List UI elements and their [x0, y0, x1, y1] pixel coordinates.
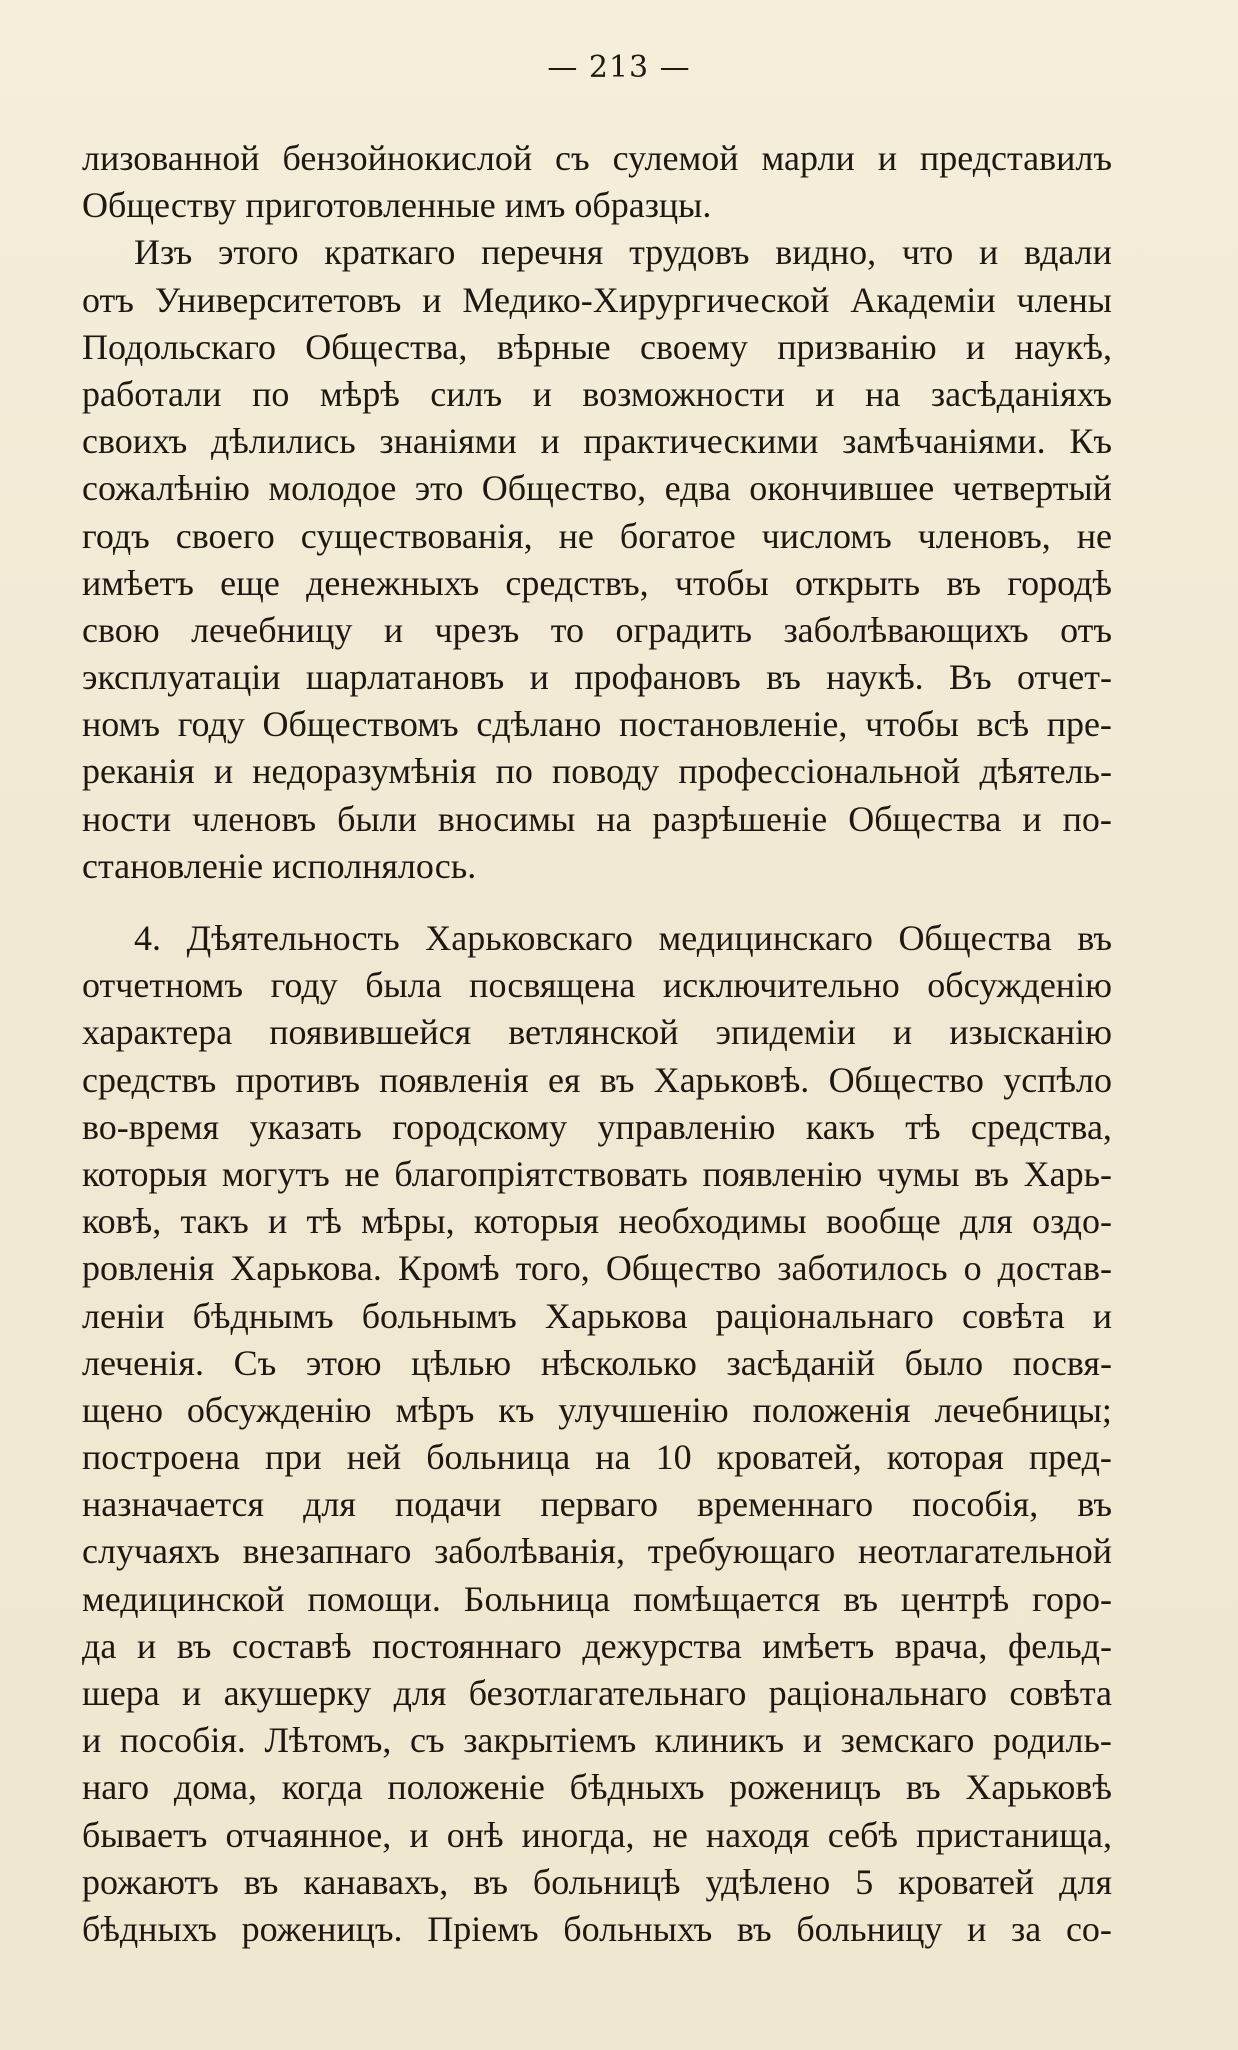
text-block-bottom: [82, 915, 1112, 1953]
text-block-top: [82, 135, 1112, 890]
paragraph-2: [82, 229, 1112, 890]
text-line: средствъ противъ появленія ея въ Харьковѣ. Общество успѣло: [82, 1059, 1112, 1100]
text-line: бѣдныхъ роженицъ. Пріемъ больныхъ въ больницу и за со-: [82, 1908, 1112, 1949]
text-line: и пособія. Лѣтомъ, съ закрытіемъ клиникъ и земскаго родиль-: [82, 1720, 1112, 1761]
paragraph-1: [82, 135, 1112, 229]
text-line: работали по мѣрѣ силъ и возможности и на засѣданіяхъ: [82, 373, 1112, 414]
text-line: номъ году Обществомъ сдѣлано постановленіе, чтобы всѣ пре-: [82, 704, 1112, 745]
text-line: лизованной бензойнокислой съ сулемой марли и представилъ: [82, 138, 1112, 178]
text-line: шера и акушерку для безотлагательнаго раціональнаго совѣта: [82, 1673, 1112, 1713]
text-line: отчетномъ году была посвящена исключительно обсужденію: [82, 965, 1112, 1006]
text-line: своихъ дѣлились знаніями и практическими замѣчаніями. Къ: [82, 421, 1112, 462]
text-line: характера появившейся ветлянской эпидеміи и изысканію: [82, 1012, 1112, 1053]
text-line: наго дома, когда положеніе бѣдныхъ роженицъ въ Харьковѣ: [82, 1767, 1112, 1808]
text-line: ности членовъ были вносимы на разрѣшеніе Общества и по-: [82, 798, 1112, 839]
text-line: леніи бѣднымъ больнымъ Харькова раціональнаго совѣта и: [82, 1295, 1112, 1336]
page-number: — 213 —: [547, 50, 691, 85]
text-line: отъ Университетовъ и Медико-Хирургической Академіи члены: [82, 279, 1112, 320]
text-line: становленіе исполнялось.: [82, 845, 477, 886]
text-line: построена при ней больница на 10 кроватей, которая пред-: [82, 1437, 1112, 1478]
text-line: сожалѣнію молодое это Общество, едва окончившее четвертый: [82, 468, 1112, 509]
text-line: медицинской помощи. Больница помѣщается въ центрѣ горо-: [82, 1578, 1112, 1619]
text-line: 4. Дѣятельность Харьковскаго медицинскаго Общества въ: [134, 918, 1112, 958]
text-line: Подольскаго Общества, вѣрные своему призванію и наукѣ,: [82, 326, 1112, 367]
text-line: Обществу приготовленные имъ образцы.: [82, 185, 712, 226]
text-line: случаяхъ внезапнаго заболѣванія, требующаго неотлагательной: [82, 1531, 1112, 1572]
text-line: имѣетъ еще денежныхъ средствъ, чтобы открыть въ городѣ: [82, 562, 1112, 603]
text-line: леченія. Съ этою цѣлью нѣсколько засѣданій было посвя-: [82, 1342, 1112, 1383]
paragraph-3: [82, 915, 1112, 1953]
text-line: рожаютъ въ канавахъ, въ больницѣ удѣлено 5 кроватей для: [82, 1861, 1112, 1902]
text-line: щено обсужденію мѣръ къ улучшенію положенія лечебницы;: [82, 1389, 1112, 1430]
text-line: свою лечебницу и чрезъ то оградить заболѣвающихъ отъ: [82, 609, 1112, 650]
text-line: которыя могутъ не благопріятствовать появленію чумы въ Харь-: [82, 1153, 1112, 1194]
text-line: назначается для подачи перваго временнаго пособія, въ: [82, 1484, 1112, 1525]
text-line: да и въ составѣ постояннаго дежурства имѣетъ врача, фельд-: [82, 1625, 1112, 1666]
text-line: реканія и недоразумѣнія по поводу профессіональной дѣятель-: [82, 751, 1112, 792]
text-line: эксплуатаціи шарлатановъ и профановъ въ наукѣ. Въ отчет-: [82, 657, 1112, 698]
text-line: во-время указать городскому управленію какъ тѣ средства,: [82, 1106, 1112, 1147]
text-line: годъ своего существованія, не богатое числомъ членовъ, не: [82, 515, 1112, 556]
text-line: ковѣ, такъ и тѣ мѣры, которыя необходимы вообще для оздо-: [82, 1201, 1112, 1242]
text-line: бываетъ отчаянное, и онѣ иногда, не находя себѣ пристанища,: [82, 1814, 1112, 1855]
text-line: ровленія Харькова. Кромѣ того, Общество заботилось о достав-: [82, 1248, 1112, 1289]
text-line: Изъ этого краткаго перечня трудовъ видно, что и вдали: [134, 232, 1112, 273]
